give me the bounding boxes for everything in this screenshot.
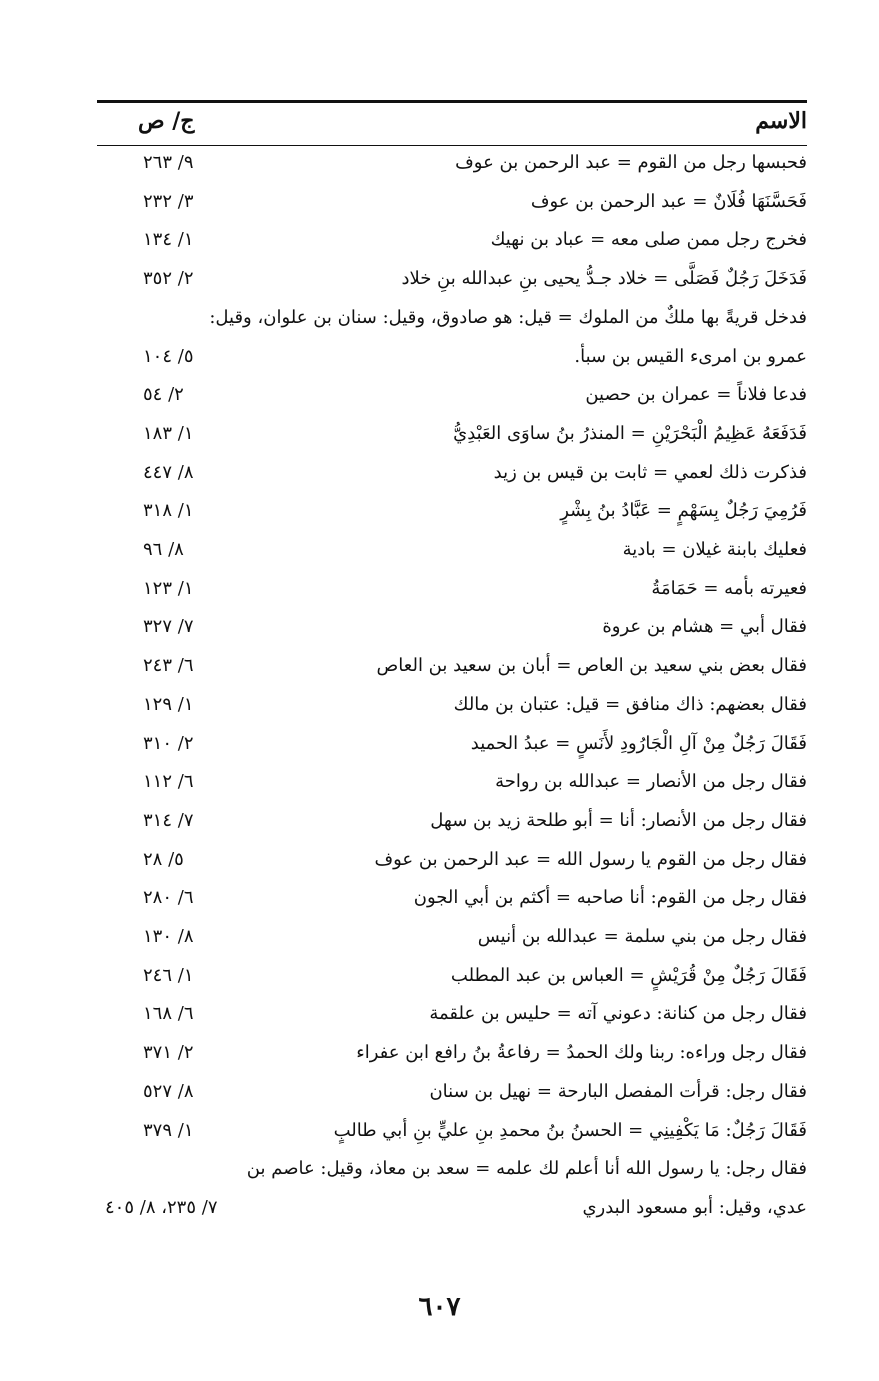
index-row — [97, 500, 807, 538]
index-row — [97, 694, 807, 732]
entry-name: عمرو بن امرىء القيس بن سبأ. — [574, 345, 807, 367]
entry-name: فدخل قريةً بها ملكٌ من الملوك = قيل: هو صادوق، وقيل: سنان بن علوان، وقيل: — [209, 306, 807, 328]
top-rule — [97, 100, 807, 103]
index-row — [97, 384, 807, 422]
index-row — [97, 1120, 807, 1158]
index-row — [97, 733, 807, 771]
entry-name: فحبسها رجل من القوم = عبد الرحمن بن عوف — [455, 152, 807, 173]
entry-name: فقال رجل: يا رسول الله أنا أعلم لك علمه = سعد بن معاذ، وقيل: عاصم بن — [246, 1158, 807, 1180]
index-row — [97, 655, 807, 693]
index-row — [97, 423, 807, 461]
header-rule — [97, 145, 807, 146]
index-row — [97, 229, 807, 267]
index-row — [97, 152, 807, 190]
index-row — [97, 965, 807, 1003]
entry-reference: ٢/ ٣١٠ — [143, 732, 194, 754]
index-row — [97, 462, 807, 500]
entry-reference: ١/ ٢٤٦ — [143, 964, 194, 986]
entry-name: فَقَالَ رَجُلٌ مِنْ قُرَيْشٍ = العباس بن عبد المطلب — [450, 964, 807, 986]
entry-reference: ٧/ ٣١٤ — [143, 809, 194, 831]
entry-reference: ١/ ١٢٣ — [143, 577, 194, 599]
entry-reference: ٧/ ٣٢٧ — [143, 616, 194, 638]
entry-reference: ١/ ١٢٩ — [143, 693, 194, 715]
index-row — [97, 810, 807, 848]
entry-reference: ٩/ ٢٦٣ — [143, 152, 194, 173]
entry-name: عدي، وقيل: أبو مسعود البدري — [582, 1196, 807, 1218]
index-row — [97, 539, 807, 577]
entry-reference: ٢/ ٥٤ — [143, 384, 184, 406]
entry-name: فَدَخَلَ رَجُلٌ فَصَلَّى = خلاد جـدُّ يحيى بنِ عبدالله بنِ خلاد — [401, 268, 807, 290]
entry-name: فعليك بابنة غيلان = بادية — [622, 539, 807, 560]
entry-name: فقال رجل من كنانة: دعوني آته = حليس بن علقمة — [429, 1003, 807, 1025]
entry-reference: ٦/ ٢٤٣ — [143, 655, 194, 677]
entry-name: فَرُمِيَ رَجُلٌ بِسَهْمٍ = عَبَّادُ بنُ بِشْرٍ — [560, 500, 807, 522]
column-header-name: الاسم — [755, 108, 807, 134]
index-row — [97, 616, 807, 654]
page-number: ٦٠٧ — [418, 1292, 461, 1322]
entry-name: فَقَالَ رَجُلٌ: مَا يَكْفِينِي = الحسنُ بنُ محمدِ بنِ عليٍّ بنِ أبي طالبٍ — [333, 1119, 807, 1141]
entry-reference: ١/ ٣١٨ — [143, 500, 194, 522]
entry-reference: ٦/ ١٦٨ — [143, 1003, 194, 1025]
entry-name: فعيرته بأمه = حَمَامَةُ — [651, 577, 807, 599]
index-row — [97, 1042, 807, 1080]
entry-name: فَحَسَّنَهَا فُلَانٌ = عبد الرحمن بن عوف — [530, 190, 807, 212]
index-row — [97, 887, 807, 925]
entry-name: فذكرت ذلك لعمي = ثابت بن قيس بن زيد — [493, 461, 807, 483]
entry-name: فَقَالَ رَجُلٌ مِنْ آلِ الْجَارُودِ لأَنَسٍ = عبدُ الحميد — [470, 732, 807, 754]
column-header-reference: ج/ ص — [138, 108, 195, 134]
index-row — [97, 307, 807, 345]
index-row — [97, 578, 807, 616]
entry-reference: ٦/ ٢٨٠ — [143, 887, 194, 909]
entry-reference: ٨/ ٤٤٧ — [143, 461, 194, 483]
entry-name: فقال رجل من بني سلمة = عبدالله بن أنيس — [477, 926, 807, 947]
entry-name: فدعا فلاناً = عمران بن حصين — [585, 384, 807, 406]
entry-reference: ٣/ ٢٣٢ — [143, 190, 194, 212]
index-row — [97, 191, 807, 229]
entry-reference: ٧/ ٢٣٥، ٨/ ٤٠٥ — [105, 1196, 218, 1218]
entry-reference: ٦/ ١١٢ — [143, 771, 194, 793]
entry-reference: ١/ ٣٧٩ — [143, 1119, 194, 1141]
entry-name: فقال رجل من القوم يا رسول الله = عبد الرحمن بن عوف — [374, 848, 807, 870]
entry-reference: ٥/ ١٠٤ — [143, 345, 194, 367]
entry-reference: ٨/ ٩٦ — [143, 539, 184, 560]
index-row — [97, 346, 807, 384]
entry-reference: ٨/ ٥٢٧ — [143, 1080, 194, 1102]
entry-name: فقال أبي = هشام بن عروة — [602, 616, 807, 638]
entry-reference: ٨/ ١٣٠ — [143, 926, 194, 947]
index-row — [97, 849, 807, 887]
index-row — [97, 771, 807, 809]
index-row — [97, 1081, 807, 1119]
index-row — [97, 926, 807, 964]
index-row — [97, 1158, 807, 1196]
entry-reference: ٢/ ٣٧١ — [143, 1042, 194, 1064]
entry-reference: ٢/ ٣٥٢ — [143, 268, 194, 290]
entry-name: فقال رجل وراءه: ربنا ولك الحمدُ = رفاعةُ بنُ رافع ابن عفراء — [356, 1042, 807, 1064]
entry-name: فقال بعض بني سعيد بن العاص = أبان بن سعيد بن العاص — [376, 655, 807, 677]
entry-name: فقال رجل من الأنصار: أنا = أبو طلحة زيد بن سهل — [430, 809, 807, 831]
entry-name: فَدَفَعَهُ عَظِيمُ الْبَحْرَيْنِ = المنذرُ بنُ ساوَى العَبْدِيُّ — [453, 422, 807, 444]
entry-name: فقال رجل من الأنصار = عبدالله بن رواحة — [495, 771, 807, 793]
entry-name: فخرج رجل ممن صلى معه = عباد بن نهيك — [490, 229, 807, 251]
entry-name: فقال بعضهم: ذاك منافق = قيل: عتبان بن مالك — [453, 693, 807, 715]
entry-reference: ٥/ ٢٨ — [143, 848, 184, 870]
index-row — [97, 1003, 807, 1041]
index-row — [97, 1197, 807, 1235]
index-row — [97, 268, 807, 306]
entry-name: فقال رجل من القوم: أنا صاحبه = أكثم بن أبي الجون — [413, 887, 807, 909]
entry-reference: ١/ ١٨٣ — [143, 422, 194, 444]
entry-name: فقال رجل: قرأت المفصل البارحة = نهيل بن سنان — [429, 1080, 807, 1102]
entry-reference: ١/ ١٣٤ — [143, 229, 194, 251]
